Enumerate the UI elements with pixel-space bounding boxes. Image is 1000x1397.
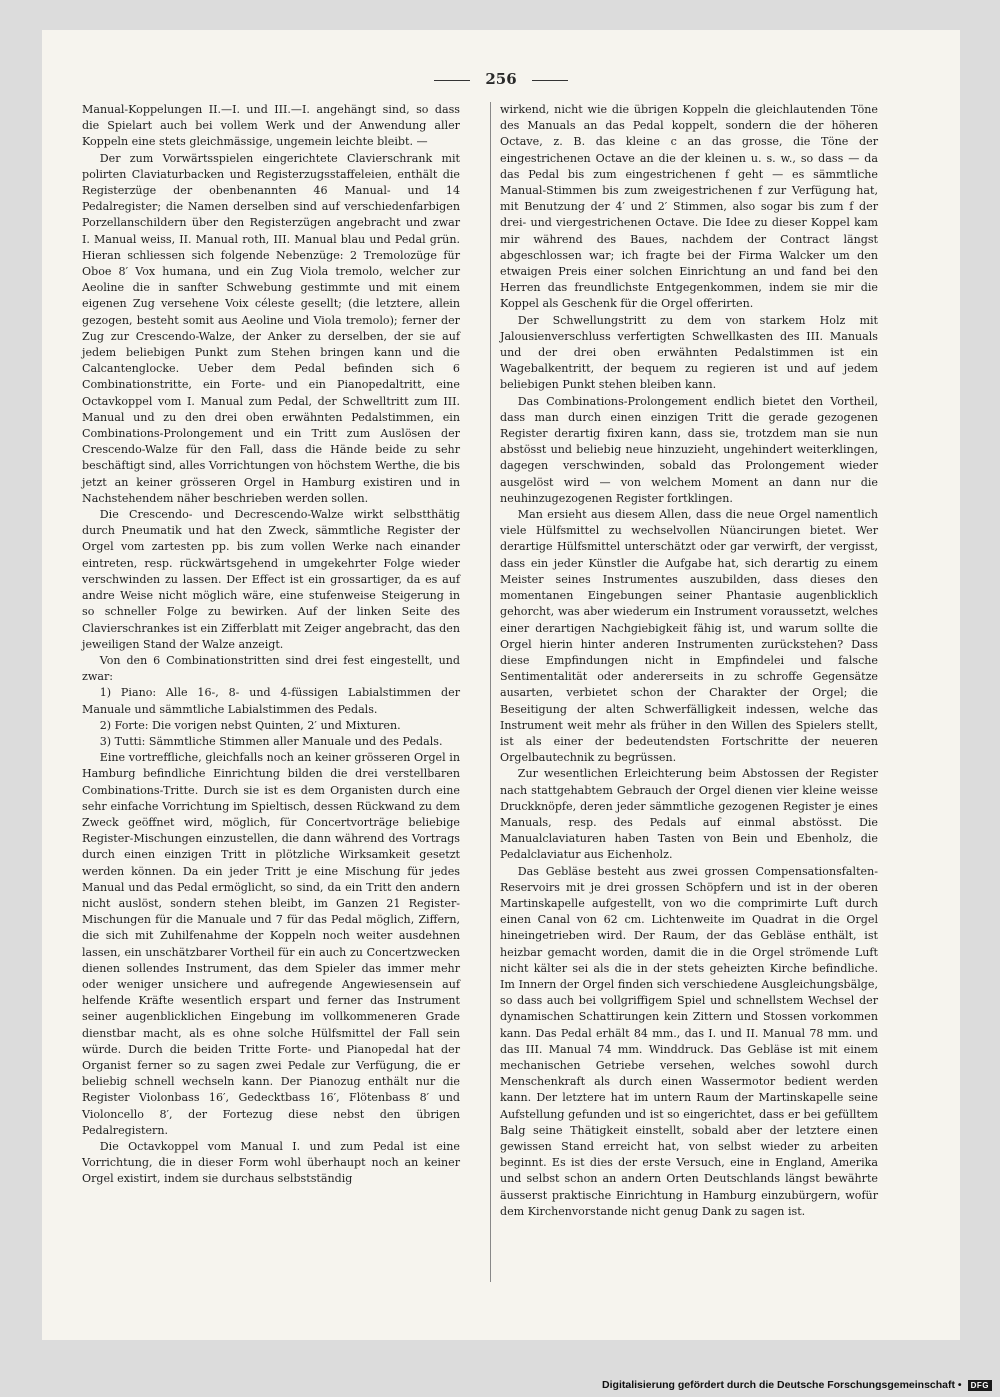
page-sheet (42, 30, 960, 1340)
left-column-paragraph: 2) Forte: Die vorigen nebst Quinten, 2′ und Mixturen. (99, 718, 401, 732)
right-column-paragraph: Der Schwellungstritt zu dem von starkem Holz mit Jalousienverschluss verfertigten Schwellkasten des III. Manuals und der drei oben erwähnten Pedalstimmen ist ein Wagebalkentritt, der bequem zu regieren ist und auf jedem beliebigen Punkt stehen bleiben kann. (500, 313, 878, 392)
left-column-paragraph: 1) Piano: Alle 16-, 8- und 4-füssigen Labialstimmen der Manuale und sämmtliche Labialstimmen des Pedals. (82, 686, 460, 716)
right-column-paragraph: wirkend, nicht wie die übrigen Koppeln die gleichlautenden Töne des Manuals an das Pedal koppelt, sondern die der höheren Octave, z. B. das kleine c an das grosse, die Töne der eingestrichenen Octave an die der kleinen u. s. w., so dass — da das Pedal bis zum eingestrichenen f geht — es sämmtliche Manual-Stimmen bis zum zweigestrichenen f zur Verfügung hat, mit Benutzung der 4′ und 2′ Stimmen, also sogar bis zum f der drei- und viergestrichenen Octave. Die Idee zu dieser Koppel kam mir während des Baues, nachdem der Contract längst abgeschlossen war; ich fragte bei der Firma Walcker um den etwaigen Preis einer solchen Einrichtung an und fand bei den Herren das freundlichste Entgegenkommen, indem sie mir die Koppel als Geschenk für die Orgel offerirten. (500, 103, 878, 311)
right-column (500, 102, 878, 1220)
left-column-paragraph: 3) Tutti: Sämmtliche Stimmen aller Manuale und des Pedals. (99, 734, 443, 748)
left-column-paragraph: Von den 6 Combinationstritten sind drei fest eingestellt, und zwar: (82, 653, 460, 684)
right-column-paragraph: Das Gebläse besteht aus zwei grossen Compensationsfalten-Reservoirs mit je drei grossen Schöpfern und ist in der oberen Martinskapelle aufgestellt, von wo die comprimirte Luft durch einen Canal von 62 cm. Lichtenweite im Quadrat in die Orgel hineingetrieben wird. Der Raum, der das Gebläse enthält, ist heizbar gemacht worden, damit die in die Orgel strömende Luft nicht kälter sei als die in der stets geheizten Kirche befindliche. Im Innern der Orgel finden sich verschiedene Ausgleichungsbälge, so dass auch bei vollgriffigem Spiel und schnellstem Wechsel der dynamischen Schattirungen kein Zittern und Stossen vorkommen kann. Das Pedal erhält 84 mm., das I. und II. Manual 78 mm. und das III. Manual 74 mm. Winddruck. Das Gebläse ist mit einem mechanischen Getriebe versehen, welches sowohl durch Menschenkraft als durch einen Wassermotor bedient werden kann. Der letztere hat im untern Raum der Martinskapelle seine Aufstellung gefunden und ist so eingerichtet, dass er bei gefülltem Balg seine Thätigkeit einstellt, sobald aber der letztere einen gewissen Stand erreicht hat, von selbst wieder zu arbeiten beginnt. Es ist dies der erste Versuch, eine in England, Amerika und selbst schon an andern Orten Deutschlands längst bewährte äusserst praktische Einrichtung in Hamburg einzubürgern, wofür dem Kirchenvorstande nicht genug Dank zu sagen ist. (500, 864, 878, 1218)
page-number-header (42, 70, 960, 88)
dfg-logo: DFG (968, 1380, 992, 1391)
footer-credit (602, 1379, 992, 1391)
footer-credit-text: Digitalisierung gefördert durch die Deutsche Forschungsgemeinschaft • (602, 1379, 962, 1391)
left-column-paragraph: Der zum Vorwärtsspielen eingerichtete Clavierschrank mit polirten Claviaturbacken und Registerzugsstaffeleien, enthält die Registerzüge der obenbenannten 46 Manual- und 14 Pedalregister; die Namen derselben sind auf verschiedenfarbigen Porzellanschildern über den Registerzügen angebracht und zwar I. Manual weiss, II. Manual roth, III. Manual blau und Pedal grün. Hieran schliessen sich folgende Nebenzüge: 2 Tremolozüge für Oboe 8′ Vox humana, und ein Zug Viola tremolo, welcher zur Aeoline die in sanfter Schwebung gestimmte und mit einem eigenen Zug versehene Voix céleste gesellt; (die letztere, allein gezogen, besteht somit aus Aeoline und Viola tremolo); ferner der Zug zur Crescendo-Walze, der Anker zu derselben, der sie auf jedem beliebigen Punkt zum Stehen bringen kann und die Calcantenglocke. Ueber dem Pedal befinden sich 6 Combinationstritte, ein Forte- und ein Pianopedaltritt, eine Octavkoppel vom I. Manual zum Pedal, der Schwelltritt zum III. Manual und zu den drei oben erwähnten Pedalstimmen, ein Combinations-Prolongement und ein Tritt zum Auslösen der Crescendo-Walze für den Fall, dass die Hände beide zu sehr beschäftigt sind, alles Vorrichtungen von höchstem Werthe, die bis jetzt an keiner grösseren Orgel in Hamburg existiren und in Nachstehendem näher beschrieben werden sollen. (82, 151, 460, 505)
right-column-paragraph: Man ersieht aus diesem Allen, dass die neue Orgel namentlich viele Hülfsmittel zu wechselvollen Nüancirungen bietet. Wer derartige Hülfsmittel unterschätzt oder gar verwirft, der vergisst, dass ein jeder Künstler die Aufgabe hat, sich derartig zu einem Meister seines Instrumentes auszubilden, dass dieses den momentanen Eingebungen seiner Phantasie augenblicklich gehorcht, was aber wiederum ein Instrument voraussetzt, welches einer derartigen Nachgiebigkeit fähig ist, und warum sollte die Orgel hierin hinter anderen Instrumenten zurückstehen? Dass diese Empfindungen nicht in Empfindelei und falsche Sentimentalität oder andererseits in zu schroffe Gegensätze ausarten, verbietet schon der Charakter der Orgel; die Beseitigung der alten Schwerfälligkeit indessen, welche das Instrument weit mehr als früher in den Willen des Spielers stellt, ist als einer der bedeutendsten Fortschritte der neueren Orgelbautechnik zu begrüssen. (500, 508, 878, 765)
left-column-paragraph: Eine vortreffliche, gleichfalls noch an keiner grösseren Orgel in Hamburg befindliche Einrichtung bilden die drei verstellbaren Combinations-Tritte. Durch sie ist es dem Organisten durch eine sehr einfache Vorrichtung im Spieltisch, dessen Rückwand zu dem Zweck geöffnet wird, möglich, für Concertvorträge beliebige Register-Mischungen einzustellen, die dann während des Vortrags durch einen einzigen Tritt in plötzliche Wirksamkeit gesetzt werden können. Da ein jeder Tritt je eine Mischung für jedes Manual und das Pedal ermöglicht, so sind, da ein Tritt den andern nicht auslöst, sondern stehen bleibt, im Ganzen 21 Register-Mischungen für die Manuale und 7 für das Pedal möglich, Ziffern, die sich mit Zuhilfenahme der Koppeln noch weiter ausdehnen lassen, ein unschätzbarer Vortheil für ein auch zu Concertzwecken dienen sollendes Instrument, das dem Spieler das immer mehr oder weniger unsichere und aufregende Angewiesensein auf helfende Kräfte wesentlich erspart und ferner das Instrument seiner augenblicklichen Eingebung im vollkommeneren Grade dienstbar macht, als es ohne solche Hülfsmittel der Fall sein würde. Durch die beiden Tritte Forte- und Pianopedal hat der Organist ferner so zu sagen zwei Pedale zur Verfügung, die er beliebig schnell wechseln kann. Der Pianozug enthält nur die Register Violonbass 16′, Gedecktbass 16′, Flötenbass 8′ und Violoncello 8′, der Fortezug diese nebst den übrigen Pedalregistern. (82, 751, 460, 1137)
left-column-paragraph: Die Crescendo- und Decrescendo-Walze wirkt selbstthätig durch Pneumatik und hat den Zweck, sämmtliche Register der Orgel vom zartesten pp. bis zum vollen Werke nach einander eintreten, resp. rückwärtsgehend in umgekehrter Folge wieder verschwinden zu lassen. Der Effect ist ein grossartiger, da es auf andre Weise nicht möglich wäre, eine stufenweise Steigerung in so schneller Folge zu bewirken. Auf der linken Seite des Clavierschrankes ist ein Zifferblatt mit Zeiger angebracht, das den jeweiligen Stand der Walze anzeigt. (82, 508, 460, 651)
left-column (82, 102, 460, 1188)
column-divider (490, 102, 491, 1282)
right-column-paragraph: Zur wesentlichen Erleichterung beim Abstossen der Register nach stattgehabtem Gebrauch der Orgel dienen vier kleine weisse Druckknöpfe, deren jeder sämmtliche gezogenen Register je eines Manuals, resp. des Pedals auf einmal abstösst. Die Manualclaviaturen haben Tasten von Bein und Ebenholz, die Pedalclaviatur aus Eichenholz. (500, 767, 878, 862)
left-column-paragraph: Die Octavkoppel vom Manual I. und zum Pedal ist eine Vorrichtung, die in dieser Form wohl überhaupt noch an keiner Orgel existirt, indem sie durchaus selbstständig (82, 1140, 460, 1186)
left-column-paragraph: Manual-Koppelungen II.—I. und III.—I. angehängt sind, so dass die Spielart auch bei vollem Werk und der Anwendung aller Koppeln eine stets gleichmässige, ungemein leichte bleibt. — (82, 103, 460, 149)
page-number: 256 (485, 70, 517, 88)
page-number-dash-left (434, 80, 470, 81)
page-number-dash-right (532, 80, 568, 81)
right-column-paragraph: Das Combinations-Prolongement endlich bietet den Vortheil, dass man durch einen einzigen Tritt die gerade gezogenen Register derartig fixiren kann, dass sie, trotzdem man sie nun abstösst und beliebig neue hinzuzieht, ungehindert weiterklingen, dagegen verschwinden, sobald das Prolongement wieder ausgelöst wird — von welchem Moment an dann nur die neuhinzugezogenen Register fortklingen. (500, 394, 878, 505)
